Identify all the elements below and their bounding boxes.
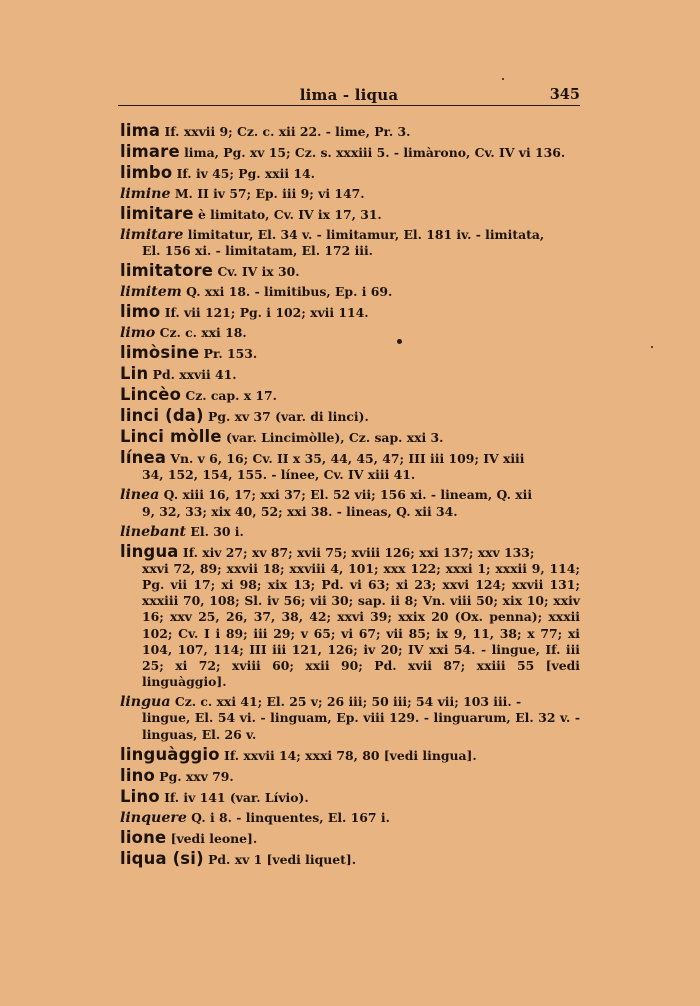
- entry-citations: M. II iv 57; Ep. iii 9; vi 147.: [170, 186, 365, 201]
- entry-headword: limine: [120, 186, 171, 202]
- dictionary-entry: [120, 366, 580, 383]
- entry-continuation: El. 156 xi. - limitatam, El. 172 iii.: [142, 243, 373, 259]
- entry-citations: Pd. xxvii 41.: [148, 367, 237, 383]
- entry-headword: lima: [120, 121, 161, 140]
- entry-headword: linci (da): [120, 406, 204, 426]
- entry-citations: è limitato, Cv. IV ix 17, 31.: [193, 207, 382, 222]
- entry-headword: liqua (si): [120, 848, 204, 868]
- entry-citations: If. xxvii 14; xxxi 78, 80 [vedi lingua].: [219, 747, 477, 763]
- entry-citations: If. iv 141 (var. Lívio).: [159, 789, 309, 805]
- entry-headword: Lin: [120, 364, 149, 384]
- entry-citations: limitatur, El. 34 v. - limitamur, El. 181 iv. - limitata,: [183, 227, 545, 242]
- dictionary-entry: [120, 263, 580, 280]
- entry-citations: If. vii 121; Pg. i 102; xvii 114.: [160, 305, 369, 321]
- dictionary-entry: [120, 524, 580, 540]
- dictionary-entry: [120, 387, 580, 404]
- entry-citations: Q. i 8. - linquentes, El. 167 i.: [186, 809, 390, 825]
- entry-headword: Linci mòlle: [120, 427, 222, 447]
- dictionary-entry: [120, 144, 580, 161]
- entry-citations: If. xxvii 9; Cz. c. xii 22. - lime, Pr. 3.: [160, 124, 411, 139]
- dictionary-entry: [120, 694, 580, 743]
- entry-headword: linea: [120, 487, 160, 504]
- page-number: 345: [549, 86, 580, 103]
- entry-citations: Cv. IV ix 30.: [213, 264, 300, 280]
- entry-headword: lingua: [120, 541, 179, 561]
- entry-headword: lingua: [120, 694, 171, 711]
- dictionary-entry: [120, 123, 580, 140]
- dictionary-entry: [120, 165, 580, 182]
- dictionary-entry: [120, 765, 580, 785]
- entry-citations: If. iv 45; Pg. xxii 14.: [172, 166, 315, 181]
- entry-continuation: 9, 32, 33; xix 40, 52; xxi 38. - lineas, Q. xii 34.: [142, 503, 458, 519]
- entry-citations: [vedi leone].: [166, 830, 258, 846]
- header-rule: [118, 105, 580, 106]
- entry-continuation: xxvi 72, 89; xxvii 18; xxviii 4, 101; xxx 122; xxxi 1; xxxii 9, 114; Pg. vii 17; xi 98; xix 13; Pd. vi 63; xi 23; xxvi 124; xxvii 131; xxxiii 70, 108; Sl. iv 56; vii 30; sap. ii 8; Vn. viii 50; xix 10; xxiv 16; xxv 25, 26, 37, 38, 42; xxvi 39; xxix 20 (Ox. penna); xxxii 102; Cv. I i 89; iii 29; v 65; vi 67; vii 85; ix 9, 11, 38; x 77; xi 104, 107, 114; III iii 121, 126; iv 20; IV xxi 54. - lingue, If. iii 25; xi 72; xviii 60; xxii 90; Pd. xvii 87; xxiii 55 [vedi linguàggio].: [142, 560, 580, 690]
- entry-citations: Pd. xv 1 [vedi liquet].: [203, 851, 357, 867]
- entry-citations: If. xiv 27; xv 87; xvii 75; xviii 126; xxi 137; xxv 133;: [178, 544, 535, 560]
- dictionary-entry: [120, 408, 580, 425]
- entry-citations: Cz. cap. x 17.: [181, 388, 277, 404]
- dictionary-entry: [120, 450, 580, 483]
- entry-citations: Pg. xv 37 (var. di linci).: [203, 409, 369, 425]
- dictionary-entry: [120, 206, 580, 223]
- dictionary-entry: [120, 304, 580, 321]
- entry-headword: limitare: [120, 204, 194, 223]
- ink-speck: [502, 78, 504, 80]
- entry-headword: limo: [120, 325, 156, 342]
- dictionary-entry: [120, 284, 580, 300]
- entry-citations: Vn. v 6, 16; Cv. II x 35, 44, 45, 47; III iii 109; IV xiii: [166, 451, 525, 467]
- entry-headword: linquere: [120, 809, 187, 826]
- dictionary-entry: [120, 345, 580, 362]
- dictionary-entry: [120, 227, 580, 259]
- entry-headword: limitem: [120, 284, 182, 301]
- dictionary-entry: [120, 810, 580, 826]
- entry-headword: línea: [120, 448, 167, 468]
- entry-headword: limare: [120, 142, 180, 161]
- entry-headword: lione: [120, 827, 167, 847]
- entry-citations: lima, Pg. xv 15; Cz. s. xxxiii 5. - limàrono, Cv. IV vi 136.: [179, 145, 566, 160]
- entry-headword: limòsine: [120, 343, 200, 363]
- entry-headword: linebant: [120, 523, 187, 540]
- ink-speck: [651, 346, 653, 348]
- entry-headword: linguàggio: [120, 744, 220, 764]
- entry-citations: Cz. c. xxi 18.: [155, 325, 247, 341]
- running-head: lima - liqua: [299, 86, 399, 104]
- dictionary-entry: [120, 541, 580, 691]
- dictionary-entry: [120, 786, 580, 806]
- dictionary-entry: [120, 744, 580, 764]
- entry-citations: Pr. 153.: [199, 346, 258, 362]
- dictionary-entry: [120, 827, 580, 847]
- entry-citations: Cz. c. xxi 41; El. 25 v; 26 iii; 50 iii; 54 vii; 103 iii. -: [170, 694, 522, 710]
- entry-citations: (var. Lincimòlle), Cz. sap. xxi 3.: [221, 430, 444, 446]
- entry-headword: lino: [120, 765, 155, 785]
- dictionary-entry: [120, 848, 580, 868]
- entry-citations: El. 30 i.: [186, 523, 244, 539]
- entry-headword: limitare: [120, 227, 184, 243]
- entry-citations: Q. xxi 18. - limitibus, Ep. i 69.: [181, 284, 393, 300]
- ink-speck: [397, 339, 402, 344]
- entry-headword: Lino: [120, 786, 160, 806]
- entry-continuation: lingue, El. 54 vi. - linguam, Ep. viii 129. - linguarum, El. 32 v. - linguas, El. 26 v.: [142, 710, 580, 742]
- entry-headword: Lincèo: [120, 385, 182, 405]
- entry-headword: limbo: [120, 163, 173, 182]
- entry-citations: Q. xiii 16, 17; xxi 37; El. 52 vii; 156 xi. - lineam, Q. xii: [159, 487, 533, 503]
- entry-citations: Pg. xxv 79.: [154, 768, 234, 784]
- dictionary-entries: [120, 123, 580, 872]
- entry-continuation: 34, 152, 154, 155. - línee, Cv. IV xiii 41.: [142, 467, 416, 483]
- dictionary-entry: [120, 487, 580, 519]
- entry-headword: limitatore: [120, 261, 214, 281]
- dictionary-entry: [120, 429, 580, 446]
- entry-headword: limo: [120, 302, 161, 322]
- dictionary-entry: [120, 186, 580, 202]
- dictionary-entry: [120, 325, 580, 341]
